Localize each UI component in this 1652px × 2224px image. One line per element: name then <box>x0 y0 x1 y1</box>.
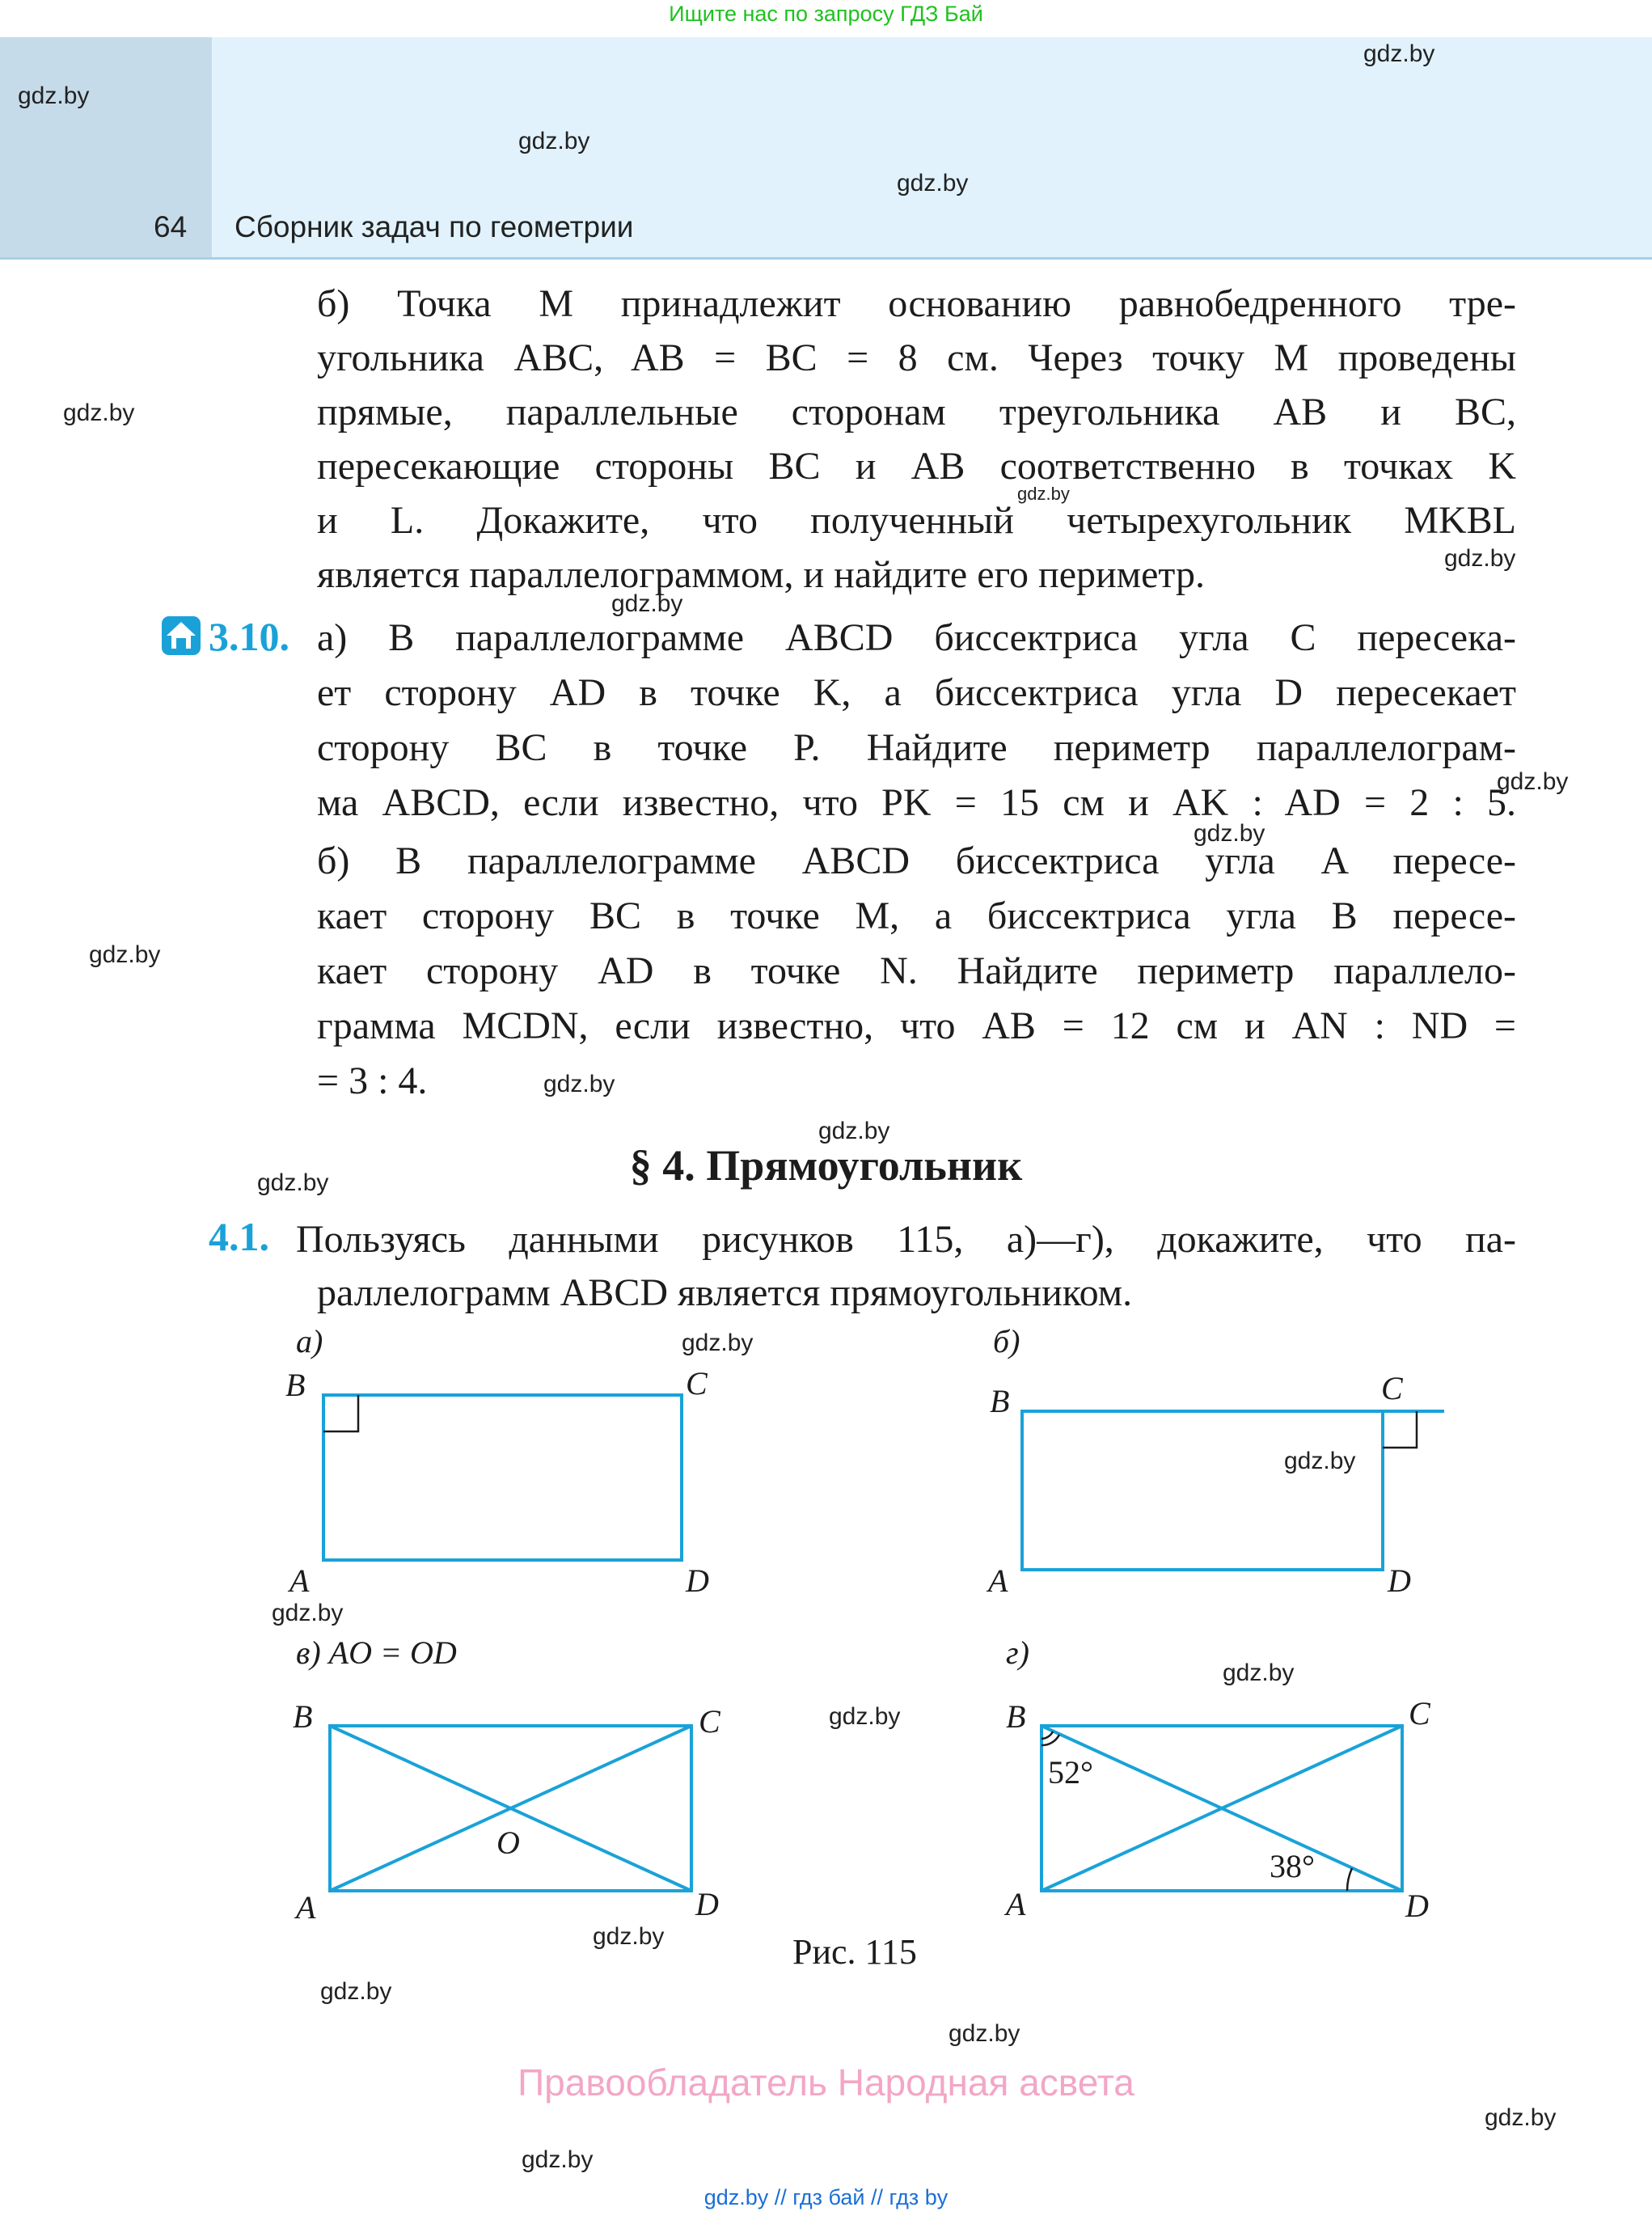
vertex-label: D <box>686 1562 709 1599</box>
section-title: § 4. Прямоугольник <box>629 1141 1023 1190</box>
vertex-label: A <box>289 1562 310 1599</box>
vertex-label: B <box>1006 1698 1026 1735</box>
angle-arc-52 <box>1041 1731 1053 1739</box>
rect-b <box>1022 1411 1383 1570</box>
watermark: gdz.by <box>611 590 683 617</box>
watermark: gdz.by <box>18 82 90 109</box>
watermark: gdz.by <box>1363 40 1435 67</box>
text-line: угольника ABC, AB = BC = 8 см. Через точку M проведены <box>317 336 1516 379</box>
panel-label-v: в) AO = OD <box>296 1634 457 1671</box>
vertex-label: B <box>285 1367 306 1403</box>
watermark: gdz.by <box>320 1978 392 2005</box>
text-line: = 3 : 4. <box>317 1059 428 1102</box>
vertex-label: D <box>695 1886 719 1922</box>
rect-a <box>323 1395 682 1560</box>
figure-caption: Рис. 115 <box>792 1932 917 1972</box>
watermark: gdz.by <box>1444 545 1516 572</box>
watermark: gdz.by <box>89 941 161 968</box>
vertex-label: C <box>686 1365 708 1402</box>
panel-label-b: б) <box>993 1323 1020 1359</box>
vertex-label: A <box>296 1889 316 1926</box>
text-line: ма ABCD, если известно, что PK = 15 см и AK : AD = 2 : 5. <box>317 781 1516 824</box>
watermark: gdz.by <box>593 1923 665 1950</box>
panel-label-a: а) <box>296 1323 323 1359</box>
vertex-label: D <box>1405 1888 1429 1924</box>
watermark: gdz.by <box>829 1703 901 1730</box>
angle-value-52: 52° <box>1048 1754 1093 1791</box>
copyright-notice: Правообладатель Народная асвета <box>518 2061 1134 2103</box>
watermark: gdz.by <box>257 1169 329 1196</box>
watermark: gdz.by <box>818 1118 890 1144</box>
text-line: кает сторону BC в точке M, а биссектриса угла B пересе- <box>317 894 1516 937</box>
top-banner[interactable]: Ищите нас по запросу ГДЗ Бай <box>669 2 983 26</box>
text-line: Пользуясь данными рисунков 115, а)—г), докажите, что па- <box>296 1218 1516 1261</box>
watermark: gdz.by <box>1223 1660 1295 1686</box>
text-line: пересекающие стороны BC и AB соответственно в точках K <box>317 445 1516 488</box>
right-angle-mark <box>323 1395 358 1431</box>
watermark: gdz.by <box>1017 484 1070 504</box>
problem-4-1-number: 4.1. <box>209 1214 269 1259</box>
text-line: ет сторону AD в точке K, а биссектриса угла D пересекает <box>317 671 1516 714</box>
text-line: б) В параллелограмме ABCD биссектриса угла A пересе- <box>317 839 1516 882</box>
watermark: gdz.by <box>897 170 969 197</box>
watermark: gdz.by <box>682 1330 754 1356</box>
text-line: прямые, параллельные сторонам треугольника AB и BC, <box>317 391 1516 433</box>
text-line: сторону BC в точке P. Найдите периметр параллелограм- <box>317 726 1516 769</box>
vertex-label: C <box>1409 1695 1430 1731</box>
text-line: а) В параллелограмме ABCD биссектриса угла C пересека- <box>317 616 1516 659</box>
vertex-label: A <box>988 1562 1008 1599</box>
vertex-label: O <box>496 1824 520 1861</box>
page-number: 64 <box>154 210 188 243</box>
watermark: gdz.by <box>1497 768 1569 795</box>
vertex-label: C <box>1381 1370 1403 1406</box>
watermark: gdz.by <box>543 1071 615 1097</box>
vertex-label: D <box>1388 1562 1411 1599</box>
watermark: gdz.by <box>1194 820 1265 847</box>
vertex-label: B <box>990 1383 1010 1419</box>
watermark: gdz.by <box>272 1600 344 1626</box>
vertex-label: B <box>293 1698 313 1735</box>
running-title: Сборник задач по геометрии <box>234 210 634 243</box>
text-line: б) Точка M принадлежит основанию равнобедренного тре- <box>317 282 1516 325</box>
panel-label-g: г) <box>1006 1634 1029 1671</box>
watermark: gdz.by <box>949 2020 1020 2047</box>
watermark: gdz.by <box>1284 1448 1356 1474</box>
problem-3-10-number: 3.10. <box>209 614 289 659</box>
angle-arc-38 <box>1347 1868 1352 1891</box>
text-line: раллелограмм ABCD является прямоугольником. <box>317 1271 1133 1314</box>
watermark: gdz.by <box>522 2146 594 2173</box>
watermark: gdz.by <box>518 128 590 154</box>
vertex-label: C <box>699 1703 720 1740</box>
text-line: является параллелограммом, и найдите его периметр. <box>317 553 1205 596</box>
watermark: gdz.by <box>1485 2104 1557 2131</box>
vertex-label: A <box>1006 1886 1026 1922</box>
right-angle-mark <box>1383 1411 1417 1448</box>
footer-links[interactable]: gdz.by // гдз бай // гдз by <box>703 2185 949 2209</box>
text-line: и L. Докажите, что полученный четырехугольник MKBL <box>317 499 1516 542</box>
watermark: gdz.by <box>63 400 135 426</box>
angle-value-38: 38° <box>1270 1848 1315 1884</box>
text-line: грамма MCDN, если известно, что AB = 12 см и AN : ND = <box>317 1004 1516 1047</box>
text-line: кает сторону AD в точке N. Найдите периметр параллело- <box>317 949 1516 992</box>
